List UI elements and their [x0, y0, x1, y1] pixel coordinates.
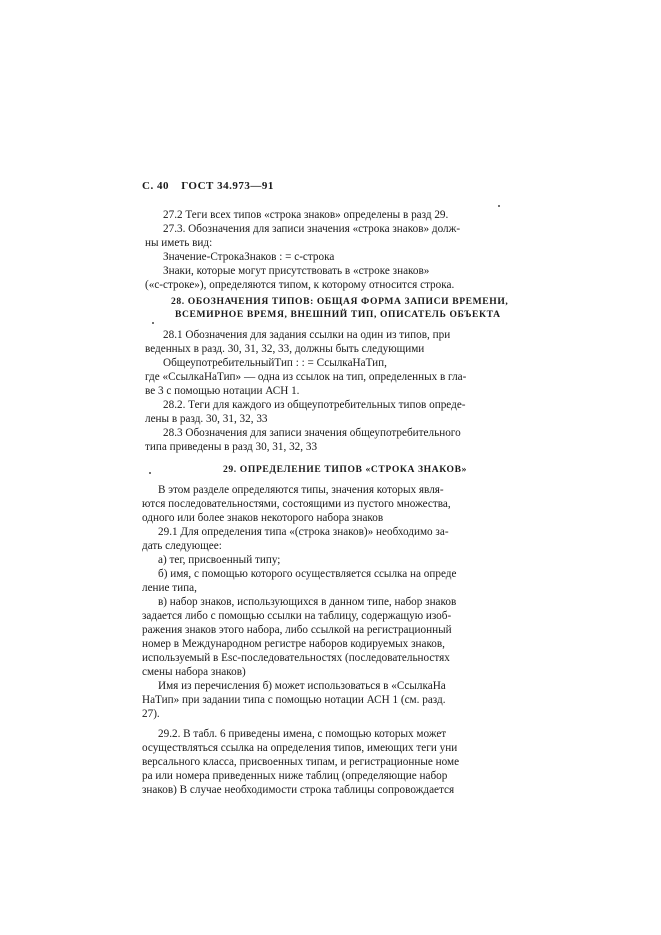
text-line: ражения знаков этого набора, либо ссылкой на регистрационный [142, 624, 452, 636]
text-line: используемый в Esc-последовательностях (последовательностях [142, 652, 450, 664]
text-line: знаков) В случае необходимости строка таблицы сопровождается [142, 784, 455, 796]
text-line: ра или номера приведенных ниже таблиц (определяющие набор [142, 770, 448, 782]
section-heading: 28. ОБОЗНАЧЕНИЯ ТИПОВ: ОБЩАЯ ФОРМА ЗАПИСИ ВРЕМЕНИ, [171, 296, 509, 307]
text-line: смены набора знаков) [142, 666, 246, 678]
text-line: 27). [142, 708, 160, 720]
text-line: задается либо с помощью ссылки на таблицу, содержащую изоб- [142, 610, 452, 622]
text-line: Значение-СтрокаЗнаков : = с-строка [163, 251, 335, 263]
text-line: а) тег, присвоенный типу; [158, 554, 281, 566]
text-line: ОбщеупотребительныйТип : : = СсылкаНаТип, [163, 357, 387, 369]
scan-speck [152, 322, 154, 324]
text-line: б) имя, с помощью которого осуществляется ссылка на опреде [158, 568, 457, 580]
text-line: где «СсылкаНаТип» — одна из ссылок на тип, определенных в гла- [145, 371, 467, 383]
page-header [142, 180, 283, 192]
text-line: 28.3 Обозначения для записи значения общеупотребительного [163, 427, 461, 439]
text-line: одного или более знаков некоторого набора знаков [142, 512, 384, 524]
section-heading: ВСЕМИРНОЕ ВРЕМЯ, ВНЕШНИЙ ТИП, ОПИСАТЕЛЬ ОБЪЕКТА [175, 309, 501, 320]
text-line: ление типа, [142, 582, 197, 594]
text-line: ны иметь вид: [145, 237, 213, 249]
text-line: 29.2. В табл. 6 приведены имена, с помощью которых может [158, 728, 447, 740]
text-line: 27.3. Обозначения для записи значения «строка знаков» долж- [163, 223, 461, 235]
text-line: 28.1 Обозначения для задания ссылки на один из типов, при [163, 329, 451, 341]
section-heading: 29. ОПРЕДЕЛЕНИЕ ТИПОВ «СТРОКА ЗНАКОВ» [223, 464, 468, 475]
page-number: С. 40 [142, 180, 169, 192]
standard-designation: ГОСТ 34.973—91 [181, 180, 274, 192]
text-line: версального класса, присвоенных типам, и регистрационные номе [142, 756, 460, 768]
text-line: лены в разд. 30, 31, 32, 33 [145, 413, 268, 425]
text-line: В этом разделе определяются типы, значения которых явля- [158, 484, 444, 496]
text-line: НаТип» при задании типа с помощью нотации АСН 1 (см. разд. [142, 694, 446, 706]
text-line: ются последовательностями, состоящими из пустого множества, [142, 498, 451, 510]
text-line: в) набор знаков, использующихся в данном типе, набор знаков [158, 596, 457, 608]
text-line: типа приведены в разд 30, 31, 32, 33 [145, 441, 318, 453]
text-line: ве 3 с помощью нотации АСН 1. [145, 385, 300, 397]
text-line: Знаки, которые могут присутствовать в «строке знаков» [163, 265, 430, 277]
scan-speck [498, 205, 500, 207]
scan-speck [149, 472, 151, 474]
text-line: веденных в разд. 30, 31, 32, 33, должны быть следующими [145, 343, 425, 355]
text-line: номер в Международном регистре наборов кодируемых знаков, [142, 638, 445, 650]
text-line: 27.2 Теги всех типов «строка знаков» определены в разд 29. [163, 209, 449, 221]
text-line: дать следующее: [142, 540, 222, 552]
text-line: Имя из перечисления б) может использоваться в «СсылкаНа [158, 680, 446, 692]
text-line: 29.1 Для определения типа «(строка знаков)» необходимо за- [158, 526, 449, 538]
text-line: осуществляться ссылка на определения типов, имеющих теги уни [142, 742, 458, 754]
text-line: 28.2. Теги для каждого из общеупотребительных типов опреде- [163, 399, 466, 411]
text-line: («с-строке»), определяются типом, к которому относится строка. [145, 279, 455, 291]
